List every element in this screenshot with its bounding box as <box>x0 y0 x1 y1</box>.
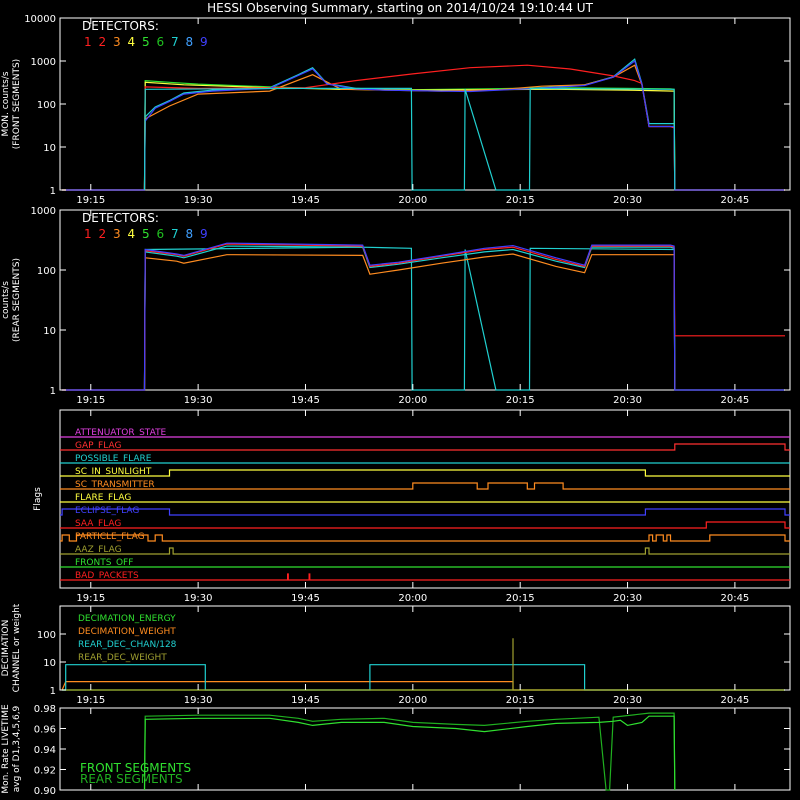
detector-legend-number: 5 <box>142 35 150 49</box>
front-cyan-dropouts <box>145 88 675 190</box>
x-tick-label: 20:00 <box>398 695 428 706</box>
y-tick-label: 1 <box>49 686 56 697</box>
flag-label: SC_IN_SUNLIGHT <box>75 467 152 477</box>
x-tick-label: 19:45 <box>291 593 320 604</box>
y-tick-label: 100 <box>36 630 56 641</box>
y-tick-label: 100 <box>36 266 56 277</box>
front-ylabel: MON. counts/s <box>1 71 11 137</box>
rear-series-line <box>62 246 785 390</box>
flag-label: POSSIBLE_FLARE <box>75 454 152 464</box>
livetime-series-line <box>145 716 675 790</box>
plots-layer <box>1 14 790 797</box>
livetime-legend-entry: REAR SEGMENTS <box>80 772 183 786</box>
figure-title: HESSI Observing Summary, starting on 2014/10/24 19:10:44 UT <box>207 1 593 15</box>
detector-legend-number: 1 <box>84 35 92 49</box>
y-tick-label: 10 <box>43 143 56 154</box>
rear-ylabel: counts/s <box>1 281 11 319</box>
front-ylabel: (FRONT SEGMENTS) <box>12 58 22 150</box>
y-tick-label: 0.92 <box>33 765 56 777</box>
y-tick-label: 0.94 <box>33 745 56 756</box>
front-series-line <box>62 81 785 190</box>
x-tick-label: 20:15 <box>505 195 535 206</box>
x-tick-label: 19:30 <box>183 395 213 406</box>
decimation-ylabel: DECIMATION <box>1 619 11 677</box>
detector-legend-number: 3 <box>113 227 121 241</box>
flag-trace <box>60 574 790 580</box>
x-tick-label: 19:45 <box>291 195 320 206</box>
flag-label: BAD_PACKETS <box>75 571 139 581</box>
detector-legend-number: 3 <box>113 35 121 49</box>
x-tick-label: 19:45 <box>291 695 320 706</box>
y-tick-label: 1 <box>49 186 56 197</box>
x-tick-label: 20:30 <box>613 695 642 706</box>
flag-label: SC_TRANSMITTER <box>75 480 155 490</box>
flag-trace <box>60 535 790 541</box>
flag-label: PARTICLE_FLAG <box>75 532 145 542</box>
front-series-line <box>62 61 785 190</box>
x-tick-label: 20:15 <box>505 395 535 406</box>
flag-label: FRONTS_OFF <box>75 558 134 568</box>
livetime-series-line <box>145 713 675 790</box>
x-tick-label: 19:15 <box>76 395 106 406</box>
decimation-legend-entry: DECIMATION_ENERGY <box>78 614 176 624</box>
x-tick-label: 19:15 <box>76 593 106 604</box>
decimation-legend-entry: REAR_DEC_CHAN/128 <box>78 640 177 650</box>
detector-legend-number: 8 <box>185 227 194 241</box>
x-tick-label: 20:00 <box>398 593 428 604</box>
flag-trace <box>60 548 790 554</box>
x-tick-label: 19:30 <box>183 195 213 206</box>
detectors-legend-title: DETECTORS: <box>82 19 159 33</box>
x-tick-label: 20:30 <box>613 195 642 206</box>
rear-series-line <box>62 243 785 390</box>
front-panel-frame <box>60 18 790 190</box>
y-tick-label: 0.96 <box>33 724 56 736</box>
flag-trace <box>60 444 790 450</box>
rear-series-line <box>62 254 785 390</box>
front-series-line <box>62 82 785 190</box>
detector-legend-number: 7 <box>171 35 179 49</box>
y-tick-label: 1000 <box>30 57 56 68</box>
y-tick-label: 10 <box>43 326 56 337</box>
x-tick-label: 20:00 <box>398 395 428 406</box>
decimation-legend-entry: REAR_DEC_WEIGHT <box>78 653 167 663</box>
front-series-line <box>62 59 785 190</box>
flag-label: ATTENUATOR_STATE <box>75 428 167 438</box>
flag-trace <box>60 470 790 476</box>
livetime-legend-entry: FRONT SEGMENTS <box>80 761 192 775</box>
livetime-ylabel: avg of D1,3,4,5,6,9 <box>12 705 22 793</box>
flags-ylabel: Flags <box>33 487 43 511</box>
detector-legend-number: 6 <box>156 227 165 241</box>
detector-legend-number: 9 <box>200 35 208 49</box>
x-tick-label: 20:45 <box>720 395 750 406</box>
detector-legend-number: 2 <box>98 35 107 49</box>
x-tick-label: 20:45 <box>720 695 750 706</box>
decimation-series-line <box>62 665 785 690</box>
x-tick-label: 20:30 <box>613 395 642 406</box>
livetime-ylabel: Mon. Rate LIVETIME <box>1 704 11 794</box>
detector-legend-number: 2 <box>98 227 107 241</box>
detectors-legend-title: DETECTORS: <box>82 211 159 225</box>
y-tick-label: 0.98 <box>33 704 56 715</box>
y-tick-label: 100 <box>36 100 56 111</box>
x-tick-label: 19:15 <box>76 195 106 206</box>
flag-label: GAP_FLAG <box>75 441 122 451</box>
detector-legend-number: 4 <box>127 35 136 49</box>
detector-legend-number: 6 <box>156 35 165 49</box>
decimation-legend-entry: DECIMATION_WEIGHT <box>78 627 176 637</box>
x-tick-label: 20:15 <box>505 593 535 604</box>
flag-label: ECLIPSE_FLAG <box>75 506 140 516</box>
detector-legend-number: 7 <box>171 227 179 241</box>
detector-legend-number: 1 <box>84 227 92 241</box>
flag-trace <box>60 483 790 489</box>
x-tick-label: 20:45 <box>720 593 750 604</box>
flag-label: AAZ_FLAG <box>75 545 122 555</box>
detector-legend-number: 5 <box>142 227 150 241</box>
flag-label: SAA_FLAG <box>75 519 122 529</box>
rear-ylabel: (REAR SEGMENTS) <box>12 257 22 343</box>
y-tick-label: 10 <box>43 658 56 669</box>
y-tick-label: 1 <box>49 386 56 397</box>
decimation-ylabel: CHANNEL or weight <box>12 603 22 693</box>
y-tick-label: 0.90 <box>33 786 56 797</box>
x-tick-label: 20:45 <box>720 195 750 206</box>
x-tick-label: 19:45 <box>291 395 320 406</box>
x-tick-label: 19:15 <box>76 695 106 706</box>
detector-legend-number: 4 <box>127 227 136 241</box>
x-tick-label: 20:30 <box>613 593 642 604</box>
x-tick-label: 19:30 <box>183 695 213 706</box>
decimation-series-line <box>62 682 785 690</box>
flag-label: FLARE_FLAG <box>75 493 132 503</box>
x-tick-label: 19:30 <box>183 593 213 604</box>
x-tick-label: 20:00 <box>398 195 428 206</box>
y-tick-label: 1000 <box>30 206 56 217</box>
detector-legend-number: 9 <box>200 227 208 241</box>
flag-trace <box>60 522 790 528</box>
flag-trace <box>60 509 790 515</box>
y-tick-label: 10000 <box>24 14 56 25</box>
detector-legend-number: 8 <box>185 35 194 49</box>
x-tick-label: 20:15 <box>505 695 535 706</box>
rear-panel-frame <box>60 210 790 390</box>
